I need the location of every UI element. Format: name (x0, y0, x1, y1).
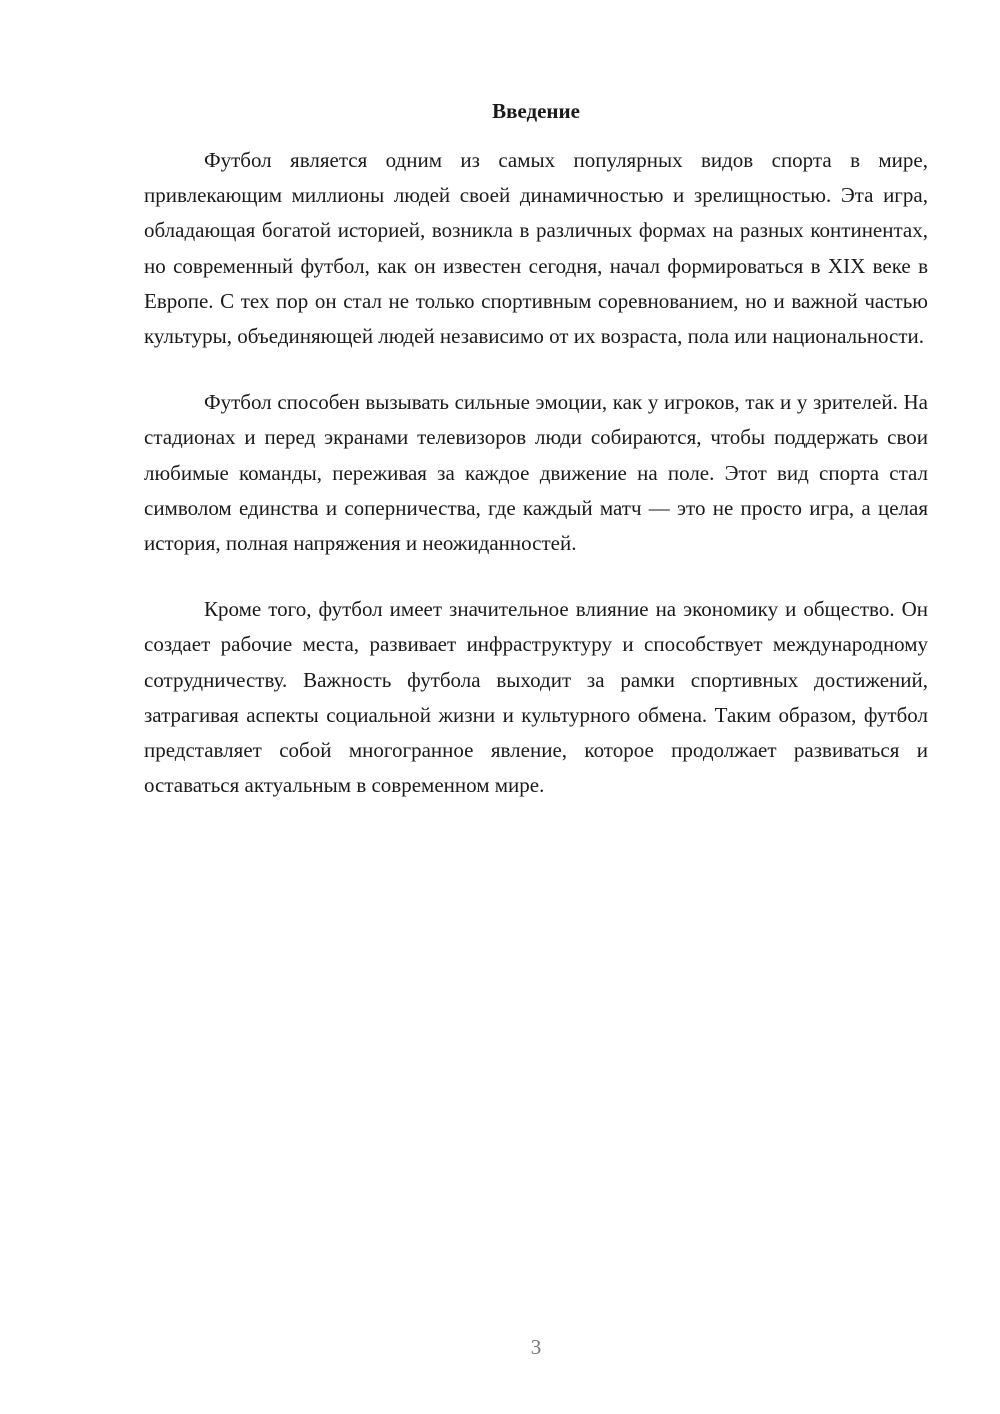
body-text (144, 143, 928, 834)
paragraph-2: Футбол способен вызывать сильные эмоции, как у игроков, так и у зрителей. На стадионах и перед экранами телевизоров люди собираются, чтобы поддержать свои любимые команды, переживая за каждое движение на поле. Этот вид спорта стал символом единства и соперничества, где каждый матч — это не просто игра, а целая история, полная напряжения и неожиданностей. (144, 390, 928, 556)
page-number: 3 (530, 1335, 542, 1359)
paragraph-3: Кроме того, футбол имеет значительное влияние на экономику и общество. Он создает рабочие места, развивает инфраструктуру и способствует международному сотрудничеству. Важность футбола выходит за рамки спортивных достижений, затрагивая аспекты социальной жизни и культурного обмена. Таким образом, футбол представляет собой многогранное явление, которое продолжает развиваться и оставаться актуальным в современном мире. (144, 597, 928, 798)
section-title: Введение (492, 99, 580, 123)
paragraph-1: Футбол является одним из самых популярных видов спорта в мире, привлекающим миллионы людей своей динамичностью и зрелищностью. Эта игра, обладающая богатой историей, возникла в различных формах на разных континентах, но современный футбол, как он известен сегодня, начал формироваться в XIX веке в Европе. С тех пор он стал не только спортивным соревнованием, но и важной частью культуры, объединяющей людей независимо от их возраста, пола или национальности. (144, 148, 928, 349)
